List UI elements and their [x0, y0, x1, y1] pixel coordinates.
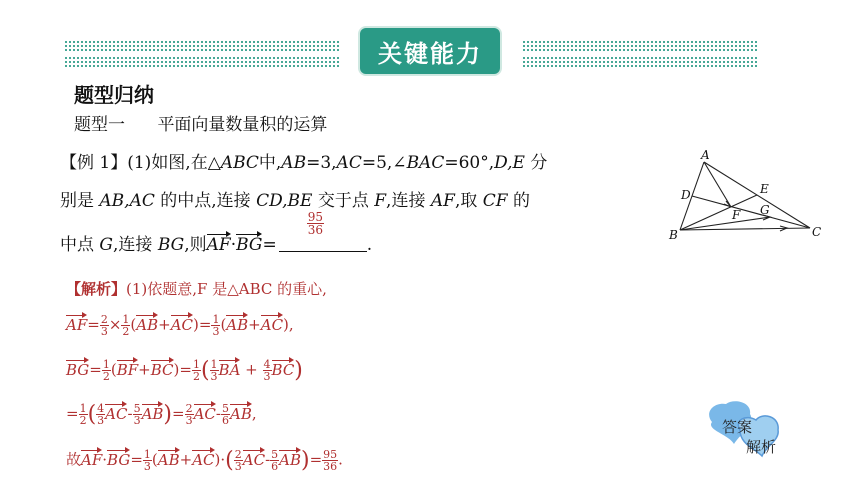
problem-line-3 — [60, 210, 373, 255]
frac — [102, 359, 111, 382]
label-b: B — [669, 228, 678, 242]
text: D,E — [494, 153, 525, 173]
vec: AF — [81, 450, 103, 469]
header-dots-left-top — [64, 40, 340, 52]
vec: AB — [141, 404, 164, 423]
text: AC — [336, 153, 362, 173]
frac — [121, 314, 130, 337]
paren: ) — [301, 448, 310, 473]
frac — [133, 403, 142, 426]
text: 交于点 — [312, 191, 375, 211]
header-dots-right-bottom — [522, 56, 758, 68]
text: =3, — [306, 153, 337, 173]
d: 36 — [323, 460, 338, 473]
vec: AC — [242, 450, 266, 469]
n: 2 — [234, 448, 242, 461]
n: 1 — [102, 358, 110, 371]
vec: BG — [107, 450, 131, 469]
label-a: A — [701, 148, 710, 162]
vec: AB — [229, 404, 252, 423]
vec: BC — [150, 360, 174, 379]
paren: ( — [200, 358, 210, 383]
text: ABC — [220, 153, 259, 173]
solution-line-2: AF= $\frac{2}{3}$ × $\frac{1}{2}$ (AB+AC)= $\frac{1}{3}$ (AB+AC), — [66, 313, 294, 338]
n: 1 — [212, 313, 220, 326]
vec: AB — [279, 450, 301, 469]
vector-bg: BG — [236, 235, 263, 255]
text: AF — [430, 191, 455, 211]
vec: BG — [66, 360, 90, 379]
section-title: 题型归纳 — [74, 83, 154, 107]
text: AB — [281, 153, 307, 173]
frac — [192, 359, 201, 382]
answer-blank[interactable] — [279, 210, 367, 252]
d: 3 — [133, 414, 141, 427]
paren: ( — [225, 448, 234, 473]
d: 6 — [221, 414, 229, 427]
paren: ( — [87, 402, 97, 427]
answer-fraction — [307, 211, 324, 236]
text: 别是 — [60, 191, 100, 211]
text: 中点 — [60, 235, 100, 255]
answer-analysis-button[interactable] — [700, 400, 784, 454]
paren: ) — [163, 402, 173, 427]
d: 6 — [271, 460, 279, 473]
solution-line-3: BG= $\frac{1}{2}$ (BF+BC)= $\frac{1}{2}$ ( $\frac{1}{3}$ BA + $\frac{4}{3}$ BC) — [66, 358, 303, 383]
frac — [322, 449, 338, 472]
n: 4 — [263, 358, 271, 371]
vec: BC — [271, 360, 295, 379]
vec: AB — [157, 450, 180, 469]
text: =5,∠ — [361, 153, 407, 173]
text: AB,AC — [99, 191, 155, 211]
n: 5 — [221, 402, 229, 415]
frac — [210, 359, 219, 382]
solution-tag: 【解析】 — [66, 280, 127, 298]
d: 2 — [102, 370, 110, 383]
frac — [270, 449, 279, 472]
text: ,连接 — [113, 235, 158, 255]
text: BG — [157, 235, 185, 255]
n: 2 — [100, 313, 108, 326]
n: 5 — [271, 448, 279, 461]
n: 1 — [210, 358, 218, 371]
frac — [221, 403, 230, 426]
n: 1 — [79, 402, 87, 415]
frac — [185, 403, 194, 426]
vec: AC — [193, 404, 216, 423]
vector-af: AF — [206, 235, 231, 255]
text: = — [262, 235, 277, 255]
frac — [143, 449, 152, 472]
example-tag: 【例 1】(1) — [60, 153, 152, 173]
frac — [211, 314, 220, 337]
text: (1)依题意,F 是△ABC 的重心, — [126, 280, 327, 298]
label-c: C — [812, 225, 822, 239]
text: ,则 — [184, 235, 207, 255]
text: 分 — [524, 153, 548, 173]
header-dots-left-bottom — [64, 56, 340, 68]
vec: AB — [226, 315, 249, 334]
d: 3 — [212, 325, 220, 338]
d: 3 — [263, 370, 271, 383]
answer-numerator: 95 — [307, 210, 324, 224]
answer-denominator: 36 — [307, 223, 324, 237]
frac — [234, 449, 243, 472]
solution-line-5: 故AF·BG= $\frac{1}{3}$ (AB+AC)·( $\frac{2}{3}$ AC- $\frac{5}{6}$ AB)= $\frac{95}{36}$ . — [66, 448, 343, 473]
problem-line-2 — [60, 186, 530, 211]
text: F — [374, 191, 387, 211]
text: ,取 — [454, 191, 483, 211]
n: 1 — [143, 448, 151, 461]
vec: AC — [170, 315, 194, 334]
text: 的 — [507, 191, 530, 211]
n: 1 — [122, 313, 130, 326]
frac — [96, 403, 105, 426]
d: 2 — [192, 370, 200, 383]
vec: AC — [192, 450, 215, 469]
segment-bc — [680, 228, 810, 230]
n: 4 — [97, 402, 105, 415]
vec: AB — [136, 315, 159, 334]
label-d: D — [681, 188, 691, 202]
question-type — [74, 110, 327, 135]
type-label: 题型一 — [74, 115, 125, 135]
text: . — [366, 235, 373, 255]
d: 3 — [143, 460, 151, 473]
d: 3 — [185, 414, 193, 427]
n: 1 — [192, 358, 200, 371]
header-dots-right-top — [522, 40, 758, 52]
segment-cd — [692, 196, 810, 228]
text: CF — [482, 191, 508, 211]
text: 的中点,连接 — [154, 191, 257, 211]
text: BAC — [406, 153, 445, 173]
text: ,连接 — [386, 191, 431, 211]
paren: ) — [294, 358, 303, 383]
label-e: E — [760, 182, 769, 196]
type-name: 平面向量数量积的运算 — [157, 115, 328, 135]
problem-line-1 — [60, 148, 547, 173]
vec: AC — [105, 404, 128, 423]
text: G — [99, 235, 113, 255]
text: CD,BE — [256, 191, 313, 211]
frac — [263, 359, 272, 382]
vec: BF — [116, 360, 139, 379]
analysis-label: 解析 — [746, 438, 777, 456]
solution-line-4: = $\frac{1}{2}$ ( $\frac{4}{3}$ AC- $\frac{5}{3}$ AB)= $\frac{2}{3}$ AC- $\frac{5}{6}$ AB, — [66, 402, 257, 427]
frac — [79, 403, 88, 426]
answer-label: 答案 — [722, 418, 753, 436]
text: 中, — [258, 153, 282, 173]
triangle-diagram — [660, 148, 830, 248]
header-title: 关键能力 — [360, 28, 500, 74]
d: 3 — [210, 370, 218, 383]
vec: BA — [218, 360, 241, 379]
d: 2 — [122, 325, 130, 338]
frac — [100, 314, 109, 337]
d: 3 — [100, 325, 108, 338]
text: · — [230, 235, 237, 255]
vec: AF — [66, 315, 88, 334]
text: 如图,在△ — [151, 153, 221, 173]
n: 5 — [133, 402, 141, 415]
d: 3 — [234, 460, 242, 473]
solution-line-1 — [66, 278, 327, 299]
vec: AC — [260, 315, 284, 334]
n: 95 — [323, 448, 338, 461]
label-f: F — [732, 208, 741, 222]
text: =60°, — [444, 153, 495, 173]
d: 3 — [97, 414, 105, 427]
n: 2 — [185, 402, 193, 415]
d: 2 — [79, 414, 87, 427]
text: 故 — [66, 450, 82, 469]
label-g: G — [760, 203, 770, 217]
